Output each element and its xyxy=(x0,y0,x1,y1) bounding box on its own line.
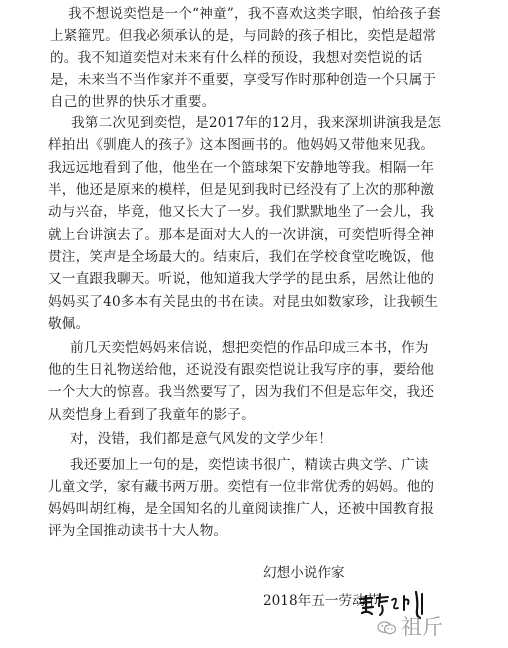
author-byline: 幻想小说作家 xyxy=(263,565,345,581)
text-line: 半，他还是原来的模样，但是见到我时已经没有了上次的那种激 xyxy=(48,182,435,198)
text-line: 敬佩。 xyxy=(48,316,90,332)
text-line: 前几天奕恺妈妈来信说，想把奕恺的作品印成三本书，作为 xyxy=(70,340,429,356)
text-line: 对，没错，我们都是意气风发的文学少年！ xyxy=(70,431,333,447)
date-line: 2018年五一劳动节 xyxy=(263,593,380,609)
text-line: 我还要加上一句的是，奕恺读书很广，精读古典文学、广读 xyxy=(70,457,429,473)
text-line: 是，未来当不当作家并不重要，享受写作时那种创造一个只属于 xyxy=(50,72,437,88)
text-line: 上紧箍咒。但我必须承认的是，与同龄的孩子相比，奕恺是超常 xyxy=(50,28,437,44)
text-line: 他的生日礼物送给他，还说没有跟奕恺说让我写序的事，要给他 xyxy=(48,362,435,378)
wechat-icon xyxy=(377,621,397,635)
text-line: 一个大大的惊喜。我当然要写了，因为我们不但是忘年交，我还 xyxy=(48,384,435,400)
text-line: 我第二次见到奕恺，是2017年的12月，我来深圳讲演我是怎 xyxy=(71,115,442,131)
text-line: 动与兴奋，毕竟，他又长大了一岁。我们默默地坐了一会儿，我 xyxy=(48,204,435,220)
text-line: 我不想说奕恺是一个“神童”，我不喜欢这类字眼，怕给孩子套 xyxy=(68,6,441,22)
text-line: 自己的世界的快乐才重要。 xyxy=(50,94,216,110)
text-line: 评为全国推动读书十大人物。 xyxy=(48,523,228,539)
text-line: 又一直跟我聊天。听说，他知道我大学学的昆虫系，居然让他的 xyxy=(48,271,435,287)
text-line: 的。我不知道奕恺对未来有什么样的预设，我想对奕恺说的话 xyxy=(50,50,423,66)
text-line: 儿童文学，家有藏书两万册。奕恺有一位非常优秀的妈妈。他的 xyxy=(48,479,435,495)
text-line: 贯注，笑声是全场最大的。结束后，我们在学校食堂吃晚饭，他 xyxy=(48,249,435,265)
text-line: 妈妈叫胡红梅，是全国知名的儿童阅读推广人，还被中国教育报 xyxy=(48,501,435,517)
watermark-text: 祖斤 xyxy=(401,615,443,639)
text-line: 从奕恺身上看到了我童年的影子。 xyxy=(48,407,255,423)
text-line: 我远远地看到了他，他坐在一个篮球架下安静地等我。相隔一年 xyxy=(48,160,435,176)
text-line: 样拍出《驯鹿人的孩子》这本图画书的。他妈妈又带他来见我。 xyxy=(48,137,435,153)
text-line: 就上台讲演去了。那本是面对大人的一次讲演，可奕恺听得全神 xyxy=(48,227,435,243)
text-line: 妈妈买了40多本有关昆虫的书在读。对昆虫如数家珍，让我顿生 xyxy=(48,294,439,310)
